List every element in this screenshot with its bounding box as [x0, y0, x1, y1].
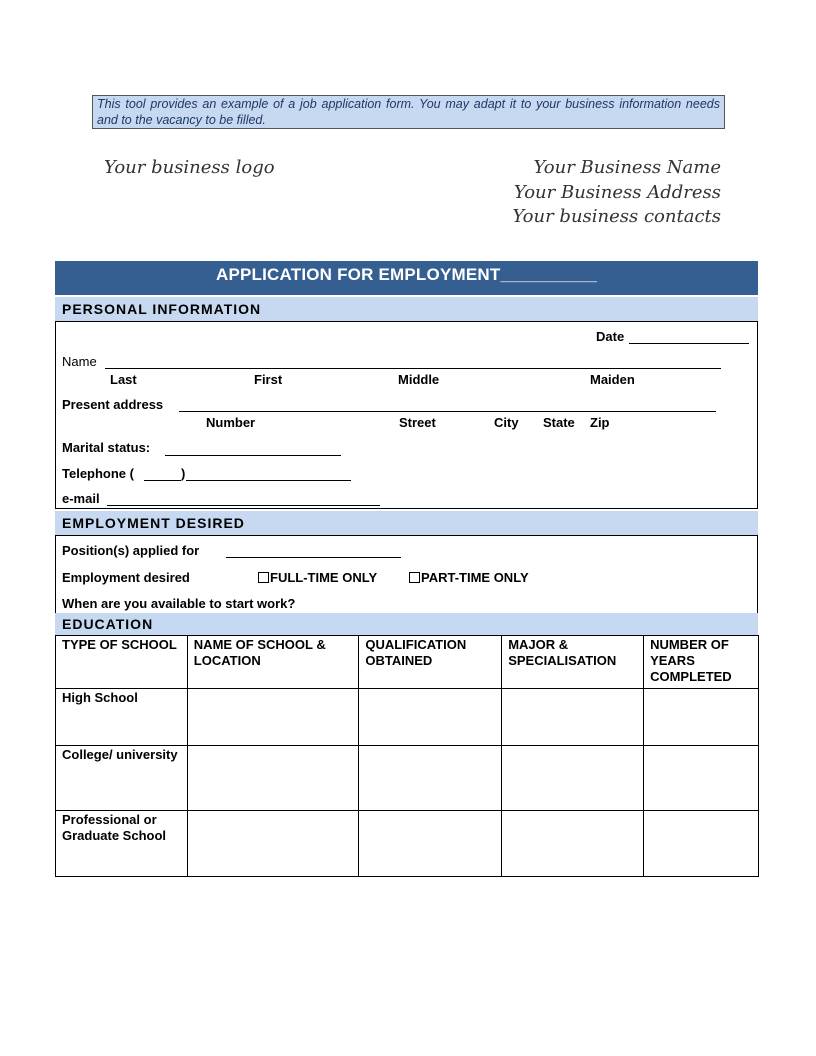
business-name: Your Business Name — [533, 157, 721, 178]
input-cell[interactable] — [359, 746, 502, 811]
address-part-state: State — [543, 415, 575, 430]
name-part-last: Last — [110, 372, 137, 387]
full-time-checkbox[interactable] — [258, 572, 269, 583]
marital-status-field[interactable] — [165, 455, 341, 456]
input-cell[interactable] — [187, 811, 359, 877]
name-label: Name — [62, 354, 97, 369]
input-cell[interactable] — [644, 746, 759, 811]
input-cell[interactable] — [502, 689, 644, 746]
column-header: QUALIFICATION OBTAINED — [359, 636, 502, 689]
column-header: TYPE OF SCHOOL — [56, 636, 188, 689]
name-field[interactable] — [105, 368, 721, 369]
input-cell[interactable] — [644, 811, 759, 877]
input-cell[interactable] — [359, 689, 502, 746]
school-type-cell: High School — [56, 689, 188, 746]
date-label: Date — [596, 329, 625, 344]
telephone-paren-close: ) — [181, 466, 186, 481]
table-row — [56, 689, 759, 746]
telephone-area-code-field[interactable] — [144, 480, 181, 481]
email-label: e-mail — [62, 491, 100, 506]
start-work-label: When are you available to start work? — [62, 596, 296, 611]
business-address: Your Business Address — [513, 182, 721, 203]
part-time-label: PART-TIME ONLY — [421, 570, 529, 585]
input-cell[interactable] — [187, 689, 359, 746]
input-cell[interactable] — [359, 811, 502, 877]
name-part-middle: Middle — [398, 372, 440, 387]
education-table — [55, 635, 759, 877]
school-type-cell: College/ university — [56, 746, 188, 811]
date-field[interactable] — [629, 343, 749, 344]
instruction-note: This tool provides an example of a job application form. You may adapt it to your business information needs and to the vacancy to be filled. — [92, 95, 725, 129]
address-part-zip: Zip — [590, 415, 610, 430]
part-time-option[interactable] — [409, 570, 529, 585]
table-row — [56, 746, 759, 811]
address-part-city: City — [494, 415, 519, 430]
section-education: EDUCATION — [55, 613, 758, 635]
address-part-number: Number — [206, 415, 256, 430]
column-header: MAJOR & SPECIALISATION — [502, 636, 644, 689]
email-field[interactable] — [107, 505, 380, 506]
positions-field[interactable] — [226, 557, 401, 558]
part-time-checkbox[interactable] — [409, 572, 420, 583]
business-logo-placeholder: Your business logo — [104, 157, 275, 178]
telephone-label: Telephone ( — [62, 466, 134, 481]
employment-desired-label: Employment desired — [62, 570, 190, 585]
name-part-first: First — [254, 372, 283, 387]
input-cell[interactable] — [502, 746, 644, 811]
table-row — [56, 811, 759, 877]
column-header: NUMBER OF YEARS COMPLETED — [644, 636, 759, 689]
full-time-option[interactable] — [258, 570, 377, 585]
form-title: APPLICATION FOR EMPLOYMENT__________ — [55, 261, 758, 295]
section-employment-desired: EMPLOYMENT DESIRED — [55, 511, 758, 535]
address-part-street: Street — [399, 415, 436, 430]
full-time-label: FULL-TIME ONLY — [270, 570, 378, 585]
address-label: Present address — [62, 397, 164, 412]
address-field[interactable] — [179, 411, 716, 412]
school-type-cell: Professional or Graduate School — [56, 811, 188, 877]
input-cell[interactable] — [644, 689, 759, 746]
positions-label: Position(s) applied for — [62, 543, 200, 558]
marital-status-label: Marital status: — [62, 440, 151, 455]
name-part-maiden: Maiden — [590, 372, 635, 387]
input-cell[interactable] — [187, 746, 359, 811]
section-personal-information: PERSONAL INFORMATION — [55, 297, 758, 321]
education-header-row — [56, 636, 759, 689]
column-header: NAME OF SCHOOL & LOCATION — [187, 636, 359, 689]
telephone-field[interactable] — [186, 480, 351, 481]
input-cell[interactable] — [502, 811, 644, 877]
business-contacts: Your business contacts — [512, 206, 721, 227]
